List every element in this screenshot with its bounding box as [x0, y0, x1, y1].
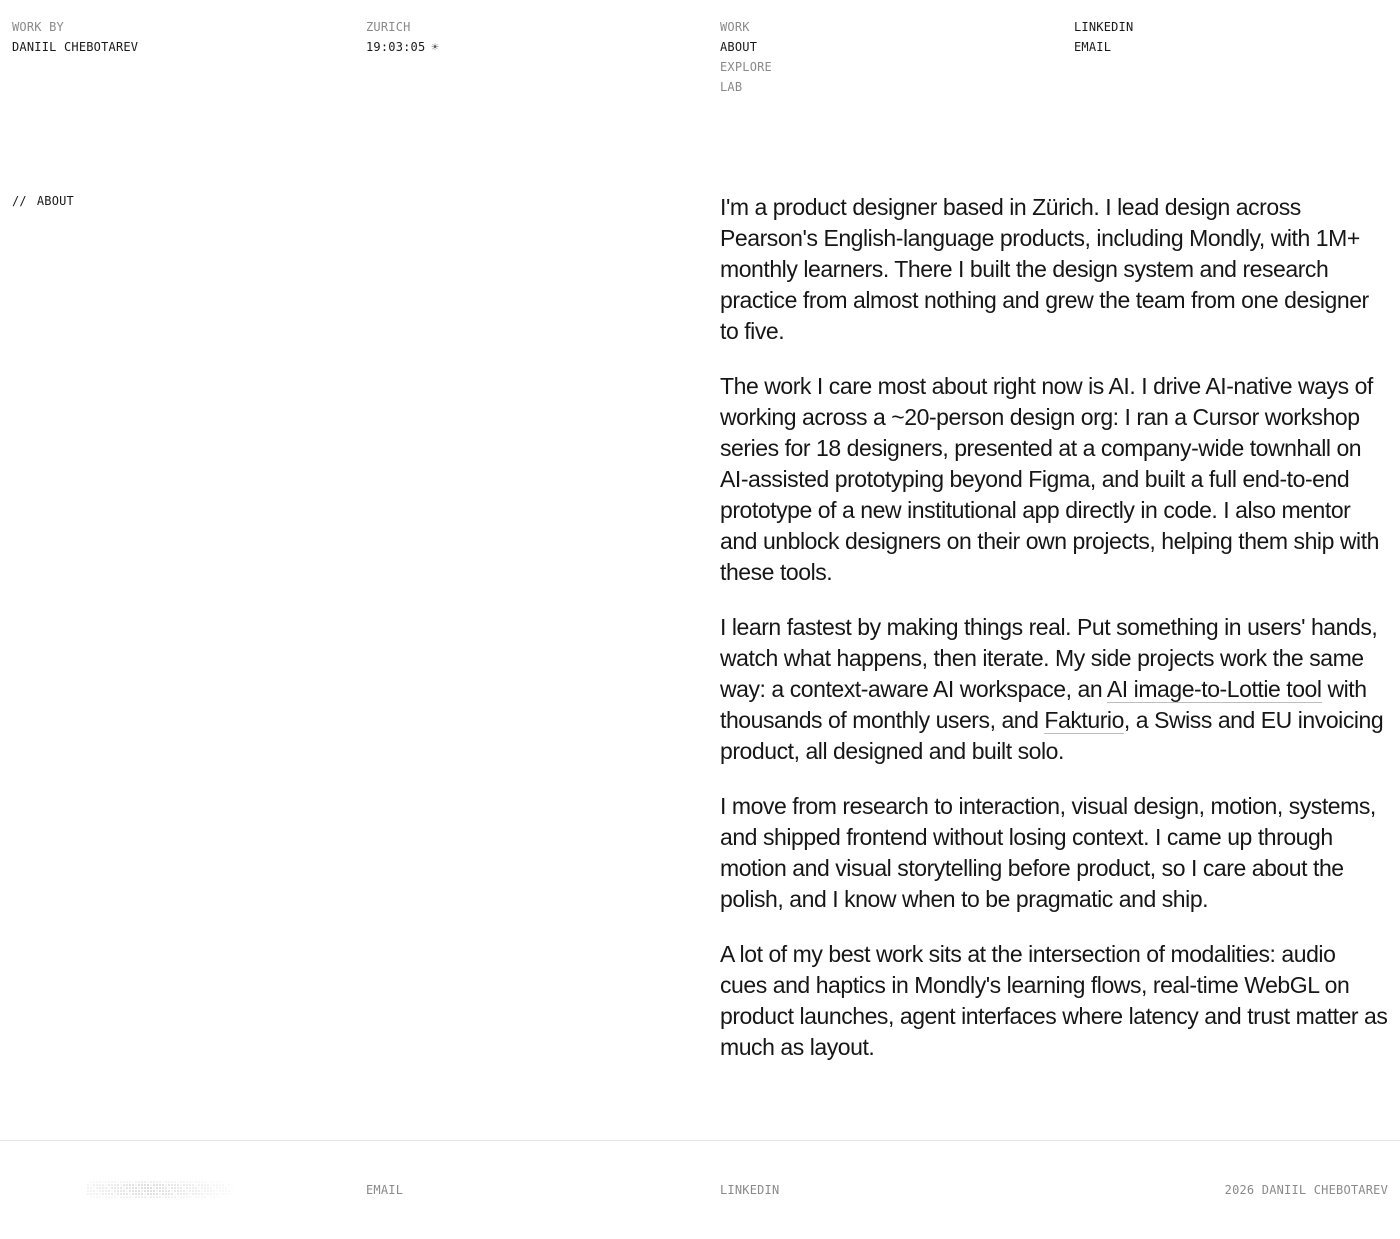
- social-links: [1074, 17, 1133, 57]
- city-label: ZURICH: [366, 20, 411, 34]
- copyright-text: 2026 DANIIL CHEBOTAREV: [1224, 1183, 1388, 1197]
- fakturio-link[interactable]: Fakturio: [1044, 707, 1124, 733]
- local-time: [366, 37, 439, 57]
- about-paragraph-3-text-a: I learn fastest by making things real. Put something in users' hands, watch what happens, then iterate. My side projects work the same way: a context-aware AI workspace, an: [720, 614, 1378, 702]
- time-value: 19:03:05: [366, 40, 426, 54]
- ai-image-to-lottie-link[interactable]: AI image-to-Lottie tool: [1106, 676, 1322, 702]
- linkedin-link[interactable]: LINKEDIN: [1074, 20, 1134, 34]
- nav-item-explore[interactable]: EXPLORE: [720, 60, 772, 74]
- footer-linkedin-link[interactable]: LINKEDIN: [720, 1183, 780, 1197]
- footer: [0, 1140, 1400, 1239]
- header-author: [12, 17, 138, 57]
- sun-icon[interactable]: ☀: [431, 40, 439, 54]
- about-paragraph-3-text-c: , a Swiss and EU invoicing product, all designed and built solo.: [720, 707, 1384, 764]
- about-text: [720, 192, 1388, 1087]
- footer-email-link[interactable]: EMAIL: [366, 1183, 404, 1197]
- work-by-label: WORK BY: [12, 20, 64, 34]
- main-nav: [720, 17, 772, 97]
- header-location: [366, 17, 439, 57]
- about-paragraph-5: A lot of my best work sits at the intersection of modalities: audio cues and haptics in Mondly's learning flows, real-time WebGL on product launches, agent interfaces where latency and trust matter as much as layout.: [720, 941, 1388, 1060]
- section-prefix: //: [12, 194, 27, 208]
- about-paragraph-2: The work I care most about right now is AI. I drive AI-native ways of working across a ~20-person design org: I ran a Cursor workshop series for 18 designers, presented at a company-wide townhall on AI-assisted prototyping beyond Figma, and built a full end-to-end prototype of a new institutional app directly in code. I also mentor and unblock designers on their own projects, helping them ship with these tools.: [720, 373, 1379, 585]
- dot-matrix-graphic: [86, 1179, 274, 1201]
- nav-item-work[interactable]: WORK: [720, 20, 750, 34]
- about-paragraph-3: [720, 612, 1388, 767]
- nav-item-lab[interactable]: LAB: [720, 80, 743, 94]
- email-link[interactable]: EMAIL: [1074, 40, 1112, 54]
- about-paragraph-3-text-b: with thousands of monthly users, and: [720, 676, 1367, 733]
- section-heading: [12, 191, 74, 211]
- about-paragraph-1: I'm a product designer based in Zürich. I lead design across Pearson's English-language products, including Mondly, with 1M+ monthly learners. There I built the design system and research practice from almost nothing and grew the team from one designer to five.: [720, 194, 1369, 344]
- about-paragraph-4: I move from research to interaction, visual design, motion, systems, and shipped frontend without losing context. I came up through motion and visual storytelling before product, so I care about the polish, and I know when to be pragmatic and ship.: [720, 793, 1376, 912]
- section-title: ABOUT: [36, 194, 74, 208]
- author-name[interactable]: DANIIL CHEBOTAREV: [12, 40, 139, 54]
- nav-item-about[interactable]: ABOUT: [720, 40, 758, 54]
